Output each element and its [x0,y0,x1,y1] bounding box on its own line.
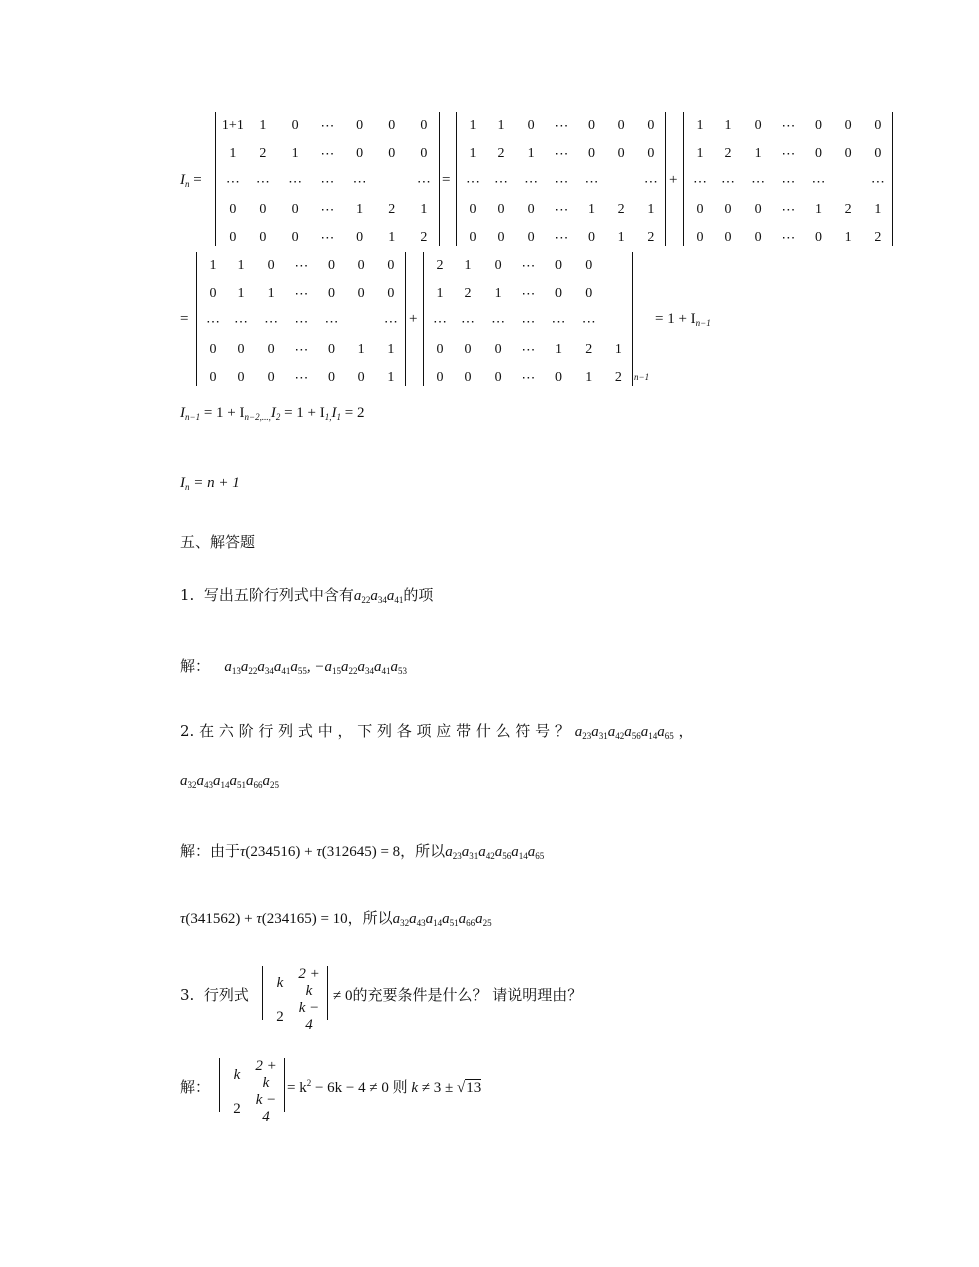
answer-2-line-1: 解：由于τ(234516) + τ(312645) = 8，所以$a_{23}a_{31}a_{42}a_{56}a_{14}a_{65}$ [180,842,545,861]
matrix-cell: 0 [328,370,336,385]
matrix-cell: 0 [754,230,762,245]
matrix-cell: ⋯ [320,146,335,162]
matrix-cell: 1 [696,118,704,133]
matrix-cell: 0 [291,118,299,133]
matrix-cell: k [233,1066,241,1083]
sqrt-radicand: 13 [466,1080,482,1096]
matrix-cell: ⋯ [465,174,480,190]
matrix-cell: 0 [527,202,535,217]
matrix-cell: 0 [555,286,563,301]
matrix-cell: 0 [555,258,563,273]
matrix-cell: ⋯ [521,314,536,330]
matrix-cell: ⋯ [554,146,569,162]
matrix-cell: 0 [585,258,593,273]
matrix-cell: 1 [237,258,245,273]
matrix-cell: ⋯ [288,174,303,190]
question-2-line-2 [180,771,279,790]
matrix-cell: ⋯ [320,202,335,218]
matrix-cell: 1 [291,146,299,161]
matrix-cell: 1 [357,342,365,357]
matrix-cell: k − 4 [298,1000,320,1033]
matrix-cell: 0 [647,118,655,133]
matrix-cell: 0 [588,230,596,245]
recurrence-line: $I_{n-1} = 1 + I_{n-2,...,}I_2 = 1 + I_{1,}I_1 = 2$ [180,405,365,422]
answer-3-label: 解： [180,1078,211,1096]
matrix-cell [834,168,863,196]
matrix-cell: 2 [844,202,852,217]
matrix-cell: ⋯ [781,146,796,162]
matrix-cell: ⋯ [255,174,270,190]
matrix-cell: 0 [357,286,365,301]
matrix-cell: 2 [614,370,622,385]
matrix-cell: 1 [229,146,237,161]
matrix-cell: ⋯ [264,314,279,330]
matrix-cell: 0 [357,258,365,273]
matrix-cell: 0 [588,118,596,133]
question-3: 3. 行列式 [180,986,249,1004]
matrix-cell: 0 [356,230,364,245]
matrix-cell: 1 [387,342,395,357]
matrix-cell: 1 [259,118,267,133]
matrix-cell: ⋯ [324,314,339,330]
in-subscript: n [185,179,190,189]
matrix-cell: ⋯ [383,314,398,330]
matrix-cell: 1 [469,118,477,133]
matrix-cell [376,168,408,196]
matrix-cell: ⋯ [721,174,735,190]
a1-expression: $a_{13}a_{22}a_{34}a_{41}a_{55}$, $-a_{15}a_{22}a_{34}a_{41}a_{53}$ [224,659,407,676]
matrix-cell: k [276,974,284,991]
matrix-cell: ⋯ [320,230,335,246]
matrix-cell: 0 [754,118,762,133]
matrix-cell: 2 [233,1100,241,1117]
matrix-cell: 1 [497,118,505,133]
matrix-cell: 1 [588,202,596,217]
matrix-cell: 0 [209,286,217,301]
matrix-cell: ⋯ [432,314,447,330]
matrix-cell: 0 [291,202,299,217]
matrix-cell: 1 [267,286,275,301]
matrix-cell: 0 [356,118,364,133]
matrix-cell: 0 [464,342,472,357]
matrix-cell: ⋯ [234,314,248,330]
matrix-cell: 0 [497,230,505,245]
question-1: 1. 写出五阶行列式中含有$a_{22}a_{34}a_{41}$的项 [180,586,434,605]
tau-sum-2: τ(341562) + τ(234165) = 10 [180,911,348,927]
matrix-cell: ⋯ [294,258,309,274]
matrix-cell: k − 4 [255,1092,277,1125]
matrix-cell: 1 [527,146,535,161]
matrix-cell [347,308,376,336]
matrix-cell: ⋯ [521,370,536,386]
matrix-cell: ⋯ [494,174,508,190]
matrix-cell: 0 [588,146,596,161]
matrix-cell: 2 [647,230,655,245]
matrix-cell: 0 [229,230,237,245]
matrix-3 [683,112,893,246]
a3-determinant [219,1058,285,1125]
matrix-cell: 0 [874,118,882,133]
matrix-cell: 0 [494,342,502,357]
matrix-cell: 0 [387,258,395,273]
matrix-cell: 0 [469,230,477,245]
matrix-cell: ⋯ [294,370,309,386]
matrix-cell: 0 [267,258,275,273]
matrix-cell: 0 [229,202,237,217]
matrix-cell: ⋯ [205,314,220,330]
a2-expression-1: $a_{23}a_{31}a_{42}a_{56}a_{14}a_{65}$ [445,844,545,861]
matrix-cell: 0 [469,202,477,217]
matrix-cell: ⋯ [554,174,569,190]
matrix-cell: 1 [874,202,882,217]
equals-sign-2: = [442,172,451,188]
matrix-cell: 1 [387,370,395,385]
matrix-cell: ⋯ [870,174,885,190]
matrix-cell: 0 [815,230,823,245]
matrix-cell: 0 [585,286,593,301]
matrix-cell: ⋯ [491,314,506,330]
matrix-5 [423,252,633,386]
matrix-cell: ⋯ [781,174,796,190]
matrix-cell: ⋯ [294,342,309,358]
matrix-cell: 1 [555,342,563,357]
matrix-cell: ⋯ [811,174,826,190]
plus-sign-1: + [669,172,678,188]
matrix-cell: 1 [237,286,245,301]
matrix-cell: ⋯ [581,314,596,330]
matrix-cell: ⋯ [692,174,707,190]
matrix-cell: 0 [357,370,365,385]
matrix-cell: 0 [356,146,364,161]
matrix-cell: 1 [754,146,762,161]
matrix-cell: 2 [259,146,267,161]
tau-sum-1: τ(234516) + τ(312645) = 8 [240,844,401,860]
matrix-cell: ⋯ [551,314,566,330]
matrix-cell: ⋯ [294,314,309,330]
matrix-cell: ⋯ [521,258,536,274]
answer-3-expression: = $k^2 - 6k - 4 \ne 0$ 则 k ≠ 3 ± √13 [287,1078,482,1096]
matrix-cell: 1 [356,202,364,217]
matrix-cell: 0 [328,286,336,301]
matrix-cell: ⋯ [225,174,240,190]
matrix-cell: 0 [387,286,395,301]
matrix-cell: 2 [464,286,472,301]
matrix-cell: 0 [724,230,732,245]
matrix-1 [215,112,440,246]
matrix-cell: 2 [420,230,428,245]
matrix-cell: 1 [494,286,502,301]
matrix-cell: ⋯ [751,174,766,190]
matrix-cell: 0 [555,370,563,385]
equals-sign: = [193,172,202,188]
matrix-cell: ⋯ [643,174,658,190]
answer-2-line-2: τ(341562) + τ(234165) = 10，所以$a_{32}a_{43}a_{14}a_{51}a_{66}a_{25}$ [180,909,492,928]
question-2: 2. 在 六 阶 行 列 式 中 ， 下 列 各 项 应 带 什 么 符 号 ？ $a_{23}a_{31}a_{42}a_{56}a_{14}a_{65}$ ， [180,722,694,741]
matrix-2 [456,112,666,246]
matrix-cell: 1 [815,202,823,217]
matrix-cell: 1 [388,230,396,245]
section-title: 五、解答题 [180,533,256,551]
matrix-cell: ⋯ [584,174,599,190]
matrix-cell: 0 [388,146,396,161]
matrix-cell: 0 [815,146,823,161]
matrix-cell: 2 [617,202,625,217]
matrix-cell: 0 [696,202,704,217]
matrix-cell: 1 [585,370,593,385]
matrix-cell: ⋯ [554,230,569,246]
matrix-cell: 0 [267,370,275,385]
matrix-cell: 2 [874,230,882,245]
matrix-cell: 0 [267,342,275,357]
question-3-tail: ≠ 0的充要条件是什么？ 请说明理由？ [333,986,583,1004]
sqrt-symbol: √ [457,1080,466,1096]
matrix-cell: 0 [617,146,625,161]
matrix-cell: ⋯ [416,174,431,190]
matrix-cell: ⋯ [524,174,539,190]
matrix-cell: 0 [328,258,336,273]
matrix-cell: 1 [617,230,625,245]
matrix-cell: 2 + k [255,1058,277,1091]
matrix-cell: 0 [464,370,472,385]
matrix-cell: 0 [209,342,217,357]
matrix-cell: 0 [527,118,535,133]
matrix-cell: 1 [420,202,428,217]
q2-expression-2: $a_{32}a_{43}a_{14}a_{51}a_{66}a_{25}$ [180,773,279,790]
in-symbol: I [180,172,185,188]
result-expression: = $1 + I_{n-1}$ [655,311,711,328]
matrix-cell: 0 [647,146,655,161]
matrix-cell: ⋯ [352,174,367,190]
matrix-cell: ⋯ [320,118,335,134]
matrix-cell: ⋯ [781,202,796,218]
matrix-cell: 1+1 [221,118,244,133]
matrix-cell: 0 [420,118,428,133]
matrix-cell: 1 [436,286,444,301]
matrix-cell: 2 [388,202,396,217]
q1-expression: $a_{22}a_{34}a_{41}$ [353,588,404,605]
matrix-cell: 1 [469,146,477,161]
matrix-cell: 0 [754,202,762,217]
matrix-cell: 0 [420,146,428,161]
matrix-cell: 1 [614,342,622,357]
matrix-cell: ⋯ [461,314,475,330]
plus-sign-2: + [409,311,418,327]
matrix-cell: 0 [815,118,823,133]
matrix-cell: 2 [436,258,444,273]
matrix-cell: 0 [436,342,444,357]
matrix-cell: 0 [388,118,396,133]
matrix-cell: 0 [237,370,245,385]
matrix-cell: 0 [494,258,502,273]
in-label [180,172,202,189]
matrix-cell: 0 [291,230,299,245]
matrix-5-subscript: n−1 [634,372,650,382]
matrix-cell: 0 [874,146,882,161]
matrix-cell: 0 [259,230,267,245]
matrix-cell: 0 [259,202,267,217]
matrix-cell: 0 [724,202,732,217]
matrix-cell: ⋯ [554,118,569,134]
matrix-cell: ⋯ [521,342,536,358]
matrix-cell: 0 [494,370,502,385]
q2-expression-1: $a_{23}a_{31}a_{42}a_{56}a_{14}a_{65}$ [574,724,674,741]
matrix-cell: 0 [844,146,852,161]
matrix-cell: 1 [464,258,472,273]
final-result: $I_n = n + 1$ [180,475,240,492]
matrix-cell: ⋯ [781,118,796,134]
matrix-cell: ⋯ [521,286,536,302]
matrix-cell: 1 [844,230,852,245]
matrix-cell: 0 [527,230,535,245]
matrix-cell: 1 [647,202,655,217]
matrix-cell: ⋯ [294,286,309,302]
matrix-cell: 0 [497,202,505,217]
matrix-cell: 1 [696,146,704,161]
matrix-cell: 2 [497,146,505,161]
matrix-cell: 0 [209,370,217,385]
matrix-cell: ⋯ [554,202,569,218]
matrix-cell: 0 [328,342,336,357]
matrix-cell: ⋯ [781,230,796,246]
matrix-cell: 0 [696,230,704,245]
matrix-cell: 1 [724,118,732,133]
matrix-cell: 2 + k [298,966,320,999]
matrix-cell: 0 [844,118,852,133]
matrix-cell: 2 [724,146,732,161]
a2-expression-2: $a_{32}a_{43}a_{14}a_{51}a_{66}a_{25}$ [392,911,492,928]
matrix-cell: 0 [617,118,625,133]
matrix-cell [607,168,636,196]
q3-determinant [262,966,328,1033]
matrix-cell: ⋯ [320,174,335,190]
matrix-cell: 2 [585,342,593,357]
matrix-cell: 0 [237,342,245,357]
matrix-cell: 0 [436,370,444,385]
matrix-cell: 2 [276,1008,284,1025]
matrix-cell: 1 [209,258,217,273]
matrix-4 [196,252,406,386]
equals-sign-3: = [180,311,189,327]
answer-1: 解： $a_{13}a_{22}a_{34}a_{41}a_{55}$, $-a_{15}a_{22}a_{34}a_{41}a_{53}$ [180,657,407,676]
